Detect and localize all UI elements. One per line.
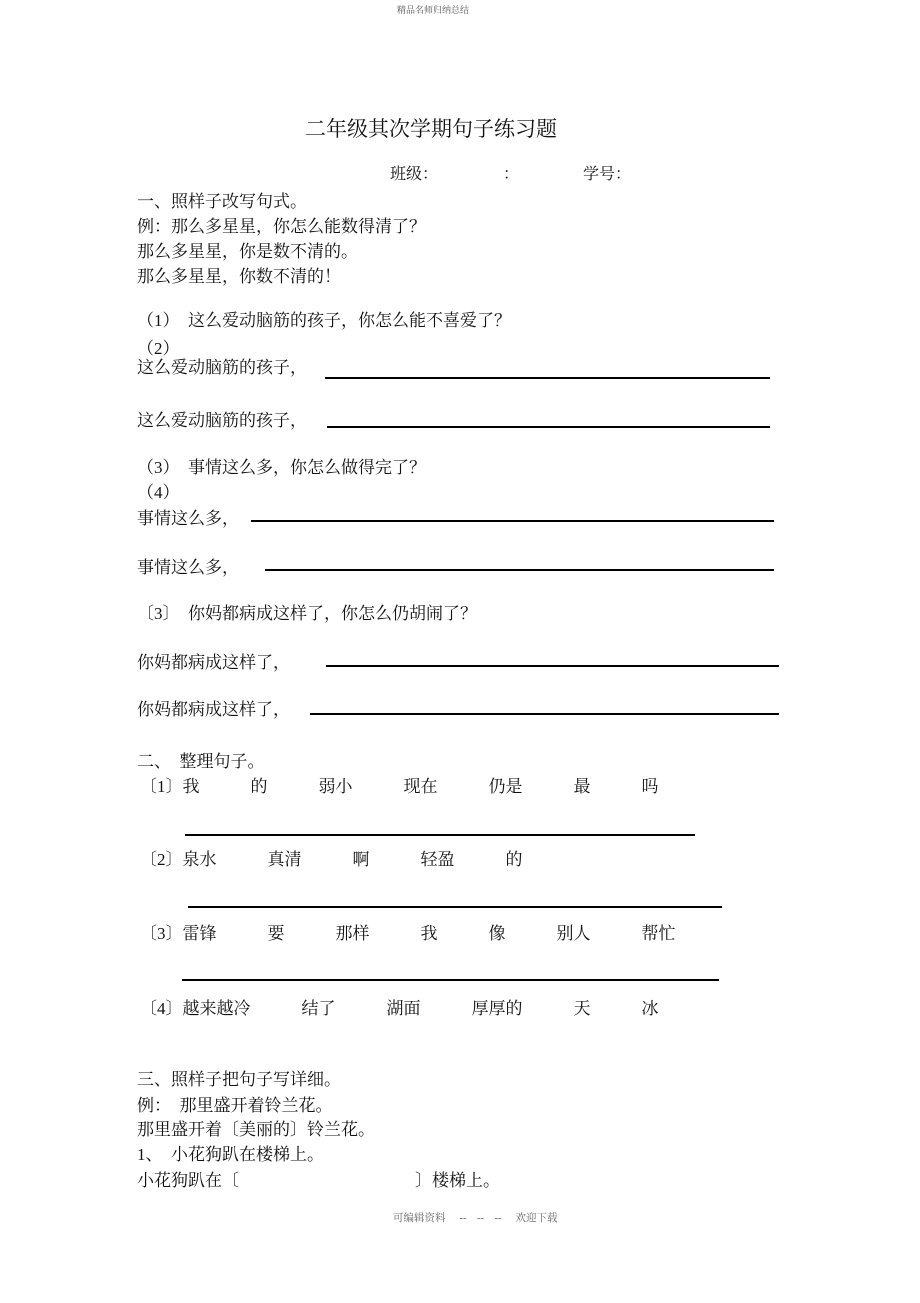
- answer-blank-1a: [325, 377, 770, 379]
- section1-answer-stem-1a: 这么爱动脑筋的孩子，: [137, 358, 307, 377]
- section3-question-1: 1、 小花狗趴在楼梯上。: [137, 1145, 324, 1164]
- section1-question-1: （1） 这么爱动脑筋的孩子，你怎么能不喜爱了？: [137, 311, 511, 330]
- section2-item-2: 〔2〕泉水 真清 啊 轻盈 的: [140, 850, 523, 869]
- answer-blank-s2-3: [182, 979, 719, 981]
- answer-blank-s2-1: [185, 834, 695, 836]
- section2-heading: 二、 整理句子。: [137, 752, 265, 771]
- section3-answer-line-1: [137, 1170, 500, 1192]
- section2-item-1: 〔1〕我 的 弱小 现在 仍是 最 吗: [140, 777, 659, 796]
- answer-blank-3a: [251, 520, 774, 522]
- section1-answer-stem-5b: 你妈都病成这样了，: [137, 700, 290, 719]
- answer-blank-5b: [310, 713, 779, 715]
- section1-question-2-label: （2）: [137, 339, 180, 358]
- section1-example-answer-2: 那么多星星，你数不清的！: [137, 267, 341, 286]
- section2-item-4: 〔4〕越来越冷 结了 湖面 厚厚的 天 冰: [140, 999, 659, 1018]
- section1-question-5: 〔3〕 你妈都病成这样了，你怎么仍胡闹了？: [137, 604, 477, 623]
- footer-dashes: -- -- --: [459, 1213, 502, 1224]
- section1-answer-stem-3a: 事情这么多，: [137, 509, 239, 528]
- page-title: 二年级其次学期句子练习题: [305, 117, 557, 141]
- section2-item-3: 〔3〕雷锋 要 那样 我 像 别人 帮忙: [140, 924, 676, 943]
- footer: [393, 1210, 557, 1225]
- section3-example-answer: 那里盛开着〔美丽的〕铃兰花。: [137, 1120, 375, 1139]
- section1-answer-stem-1b: 这么爱动脑筋的孩子，: [137, 411, 307, 430]
- student-number-label: 学号：: [583, 166, 632, 183]
- answer-blank-s2-2: [188, 906, 722, 908]
- section1-question-4-label: （4）: [137, 483, 180, 502]
- section1-question-3: （3） 事情这么多，你怎么做得完了？: [137, 458, 426, 477]
- section1-heading: 一、照样子改写句式。: [137, 192, 307, 211]
- answer-blank-1b: [327, 426, 770, 428]
- section1-example-answer-1: 那么多星星，你是数不清的。: [137, 242, 358, 261]
- section1-example-question: 例：那么多星星，你怎么能数得清了？: [137, 217, 426, 236]
- footer-download-label: 欢迎下载: [515, 1213, 558, 1224]
- section1-answer-stem-3b: 事情这么多，: [137, 558, 239, 577]
- top-watermark: 精品名师归纳总结: [397, 5, 470, 15]
- section3-example-question: 例： 那里盛开着铃兰花。: [137, 1096, 333, 1115]
- section3-stem-open: 小花狗趴在〔: [137, 1171, 239, 1190]
- answer-blank-3b: [265, 569, 774, 571]
- section1-answer-stem-5a: 你妈都病成这样了，: [137, 653, 290, 672]
- section3-heading: 三、照样子把句子写详细。: [137, 1070, 341, 1089]
- section3-stem-close: 〕楼梯上。: [415, 1171, 500, 1190]
- footer-editable-label: 可编辑资料: [393, 1213, 446, 1224]
- class-label: 班级：: [390, 166, 439, 183]
- name-colon: ：: [503, 166, 520, 183]
- answer-blank-5a: [326, 665, 779, 667]
